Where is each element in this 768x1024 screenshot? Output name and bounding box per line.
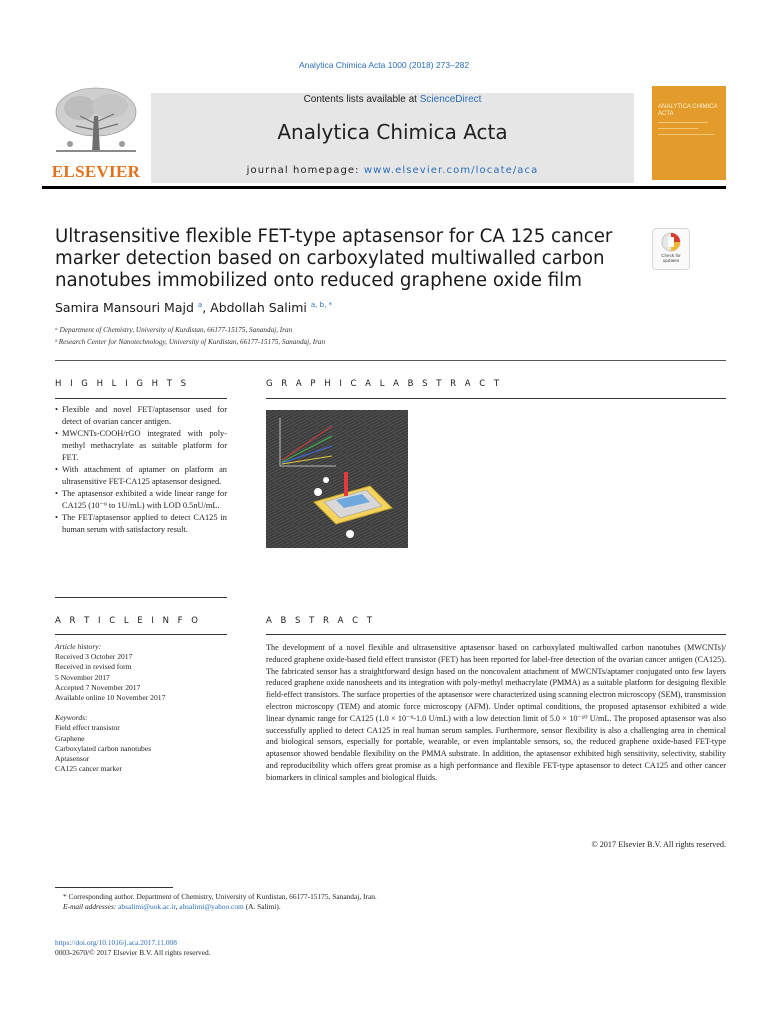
title-divider [55,360,726,361]
highlight-item: • Flexible and novel FET/aptasensor used for detect of ovarian cancer antigen. [55,404,227,428]
issn-line: 0003-2670/© 2017 Elsevier B.V. All rights reserved. [55,948,211,957]
copyright-notice: © 2017 Elsevier B.V. All rights reserved. [591,840,726,849]
email-link-uok[interactable]: absalimi@uok.ac.ir [118,902,176,911]
keyword[interactable]: Aptasensor [55,754,90,764]
email-link-yahoo[interactable]: absalimi@yahoo.com [179,902,244,911]
highlight-item: • MWCNTs-COOH/rGO integrated with poly-methyl methacrylate as suitable platform for FET. [55,428,227,464]
article-info-heading: A R T I C L E I N F O [55,616,201,626]
history-entry: Available online 10 November 2017 [55,693,166,703]
highlight-item: • The aptasensor exhibited a wide linear range for CA125 (10⁻⁹ to 1U/mL) with LOD 0.5nU/mL. [55,488,227,512]
history-entry: Accepted 7 November 2017 [55,682,141,692]
affiliation-b: ᵇ Research Center for Nanotechnology, University of Kurdistan, 66177-15175, Sanandaj, Iran [55,338,326,346]
graphical-abstract-heading: G R A P H I C A L A B S T R A C T [266,379,503,389]
homepage-line [151,165,634,176]
homepage-prefix: journal homepage: [246,165,364,176]
keyword[interactable]: CA125 cancer marker [55,764,123,774]
elsevier-logo[interactable] [50,86,142,182]
abstract-rule [266,634,726,635]
highlights-rule [55,398,227,399]
history-entry: Received in revised form [55,662,132,672]
graphical-abstract-figure [266,410,408,548]
contents-prefix: Contents lists available at [303,94,420,105]
article-info [55,642,235,774]
keywords-label: Keywords: [55,713,88,723]
article-history-label: Article history: [55,642,102,651]
doi-link[interactable]: https://doi.org/10.1016/j.aca.2017.11.008 [55,938,177,947]
abstract-heading: A B S T R A C T [266,616,375,626]
journal-header [151,93,634,183]
journal-cover-image[interactable] [652,86,726,180]
graphical-abstract-rule [266,398,726,399]
abstract-text: The development of a novel flexible and ultrasensitive aptasensor based on carboxylated multiwalled carbon nanotubes (MWCNTs)/ reduced graphene oxide-based field effect transistor (FET) has been reported for label-free detection of the ovarian cancer antigen (CA125). The fabricated sensor has a straightforward design based on the noncovalent attachment of MWCNTs/aptamer conjugated onto few layers reduced graphene oxide nanosheets and its integration with poly-methyl methacrylate (PMMA) as a suitable platform for designing flexible field-effect transistors. The surface properties of the aptasensor were characterized using scanning electron microscopy (SEM), transmission electron microscopy (TEM) and atomic force microscopy (AFM). Under optimal conditions, the proposed aptasensor exhibited a wide linear dynamic range for CA125 (1.0 × 10⁻⁹-1.0 U/mL) with a low detection limit of 5.0 × 10⁻¹⁰ U/mL. The proposed aptasensor was also successfully applied to detect CA125 in real human serum samples. Furthermore, sensor flexibility is also a challenging area in chemical and biological sensors, especially for portable, wearable, or even implantable sensors, so, the reduced graphene oxide-based FET-type aptasensor showed bendable flexibility on the PMMA substrate. In addition, the aptasensor exhibited high sensitivity, selectivity, stability and reproducibility which offers great promise as a high performance and flexible FET-type aptasensor to detect CA125 and other cancer biomarkers in clinical samples and biological fluids. [266,643,726,782]
keyword[interactable]: Field effect transistor [55,723,120,733]
highlight-item: • The FET/aptasensor applied to detect CA125 in human serum with satisfactory result. [55,512,227,536]
email-line [55,902,385,912]
author-1-affiliation-link[interactable]: a [197,300,203,309]
highlight-item: • With attachment of aptamer on platform an ultrasensitive FET-CA125 aptasensor designed. [55,464,227,488]
article-info-rule [55,634,227,635]
author-separator: , [202,300,211,315]
journal-homepage-link[interactable]: www.elsevier.com/locate/aca [363,165,539,176]
email-label: E-mail addresses: [63,902,119,911]
highlights-list [55,404,227,536]
doi-block [55,938,211,958]
highlights-heading: H I G H L I G H T S [55,379,190,389]
elsevier-wordmark: ELSEVIER [51,162,141,181]
author-1: Samira Mansouri Majd [55,300,194,315]
journal-citation-link[interactable]: Analytica Chimica Acta 1000 (2018) 273–282 [298,60,470,70]
sciencedirect-link[interactable]: ScienceDirect [419,94,482,105]
crossmark-icon [653,229,689,253]
corresponding-author: * Corresponding author. Department of Chemistry, University of Kurdistan, 66177-15175, Sanandaj, Iran. [63,892,377,901]
keyword[interactable]: Carboxylated carbon nanotubes [55,743,152,753]
highlights-bottom-rule [55,597,227,598]
author-2-affiliation-link[interactable]: a, b, * [310,300,333,309]
check-for-updates-button[interactable] [652,228,690,270]
keyword[interactable]: Graphene [55,733,85,743]
contents-line [151,94,634,105]
author-2: Abdollah Salimi [210,300,307,315]
history-entry: 5 November 2017 [55,672,110,682]
history-entry: Received 3 October 2017 [55,652,133,662]
journal-title: Analytica Chimica Acta [277,120,508,144]
cover-title: ANALYTICA CHIMICA ACTA [658,104,718,117]
corresponding-author-footnote [55,892,385,912]
email-separator: , [175,902,180,911]
author-list [55,300,332,315]
email-suffix: (A. Salimi). [243,902,281,911]
article-title: Ultrasensitive flexible FET-type aptasensor for CA 125 cancer marker detection based on carboxylated multiwalled carbon nanotubes immobilized onto reduced graphene oxide film [55,226,613,291]
affiliation-a: ᵃ Department of Chemistry, University of Kurdistan, 66177-15175, Sanandaj, Iran [55,326,293,334]
graphical-abstract-image[interactable] [266,410,408,548]
header-divider [42,186,726,189]
crossmark-label: Check for updates [661,253,681,263]
tree-logo-icon [50,86,142,162]
footnote-rule [55,887,173,888]
